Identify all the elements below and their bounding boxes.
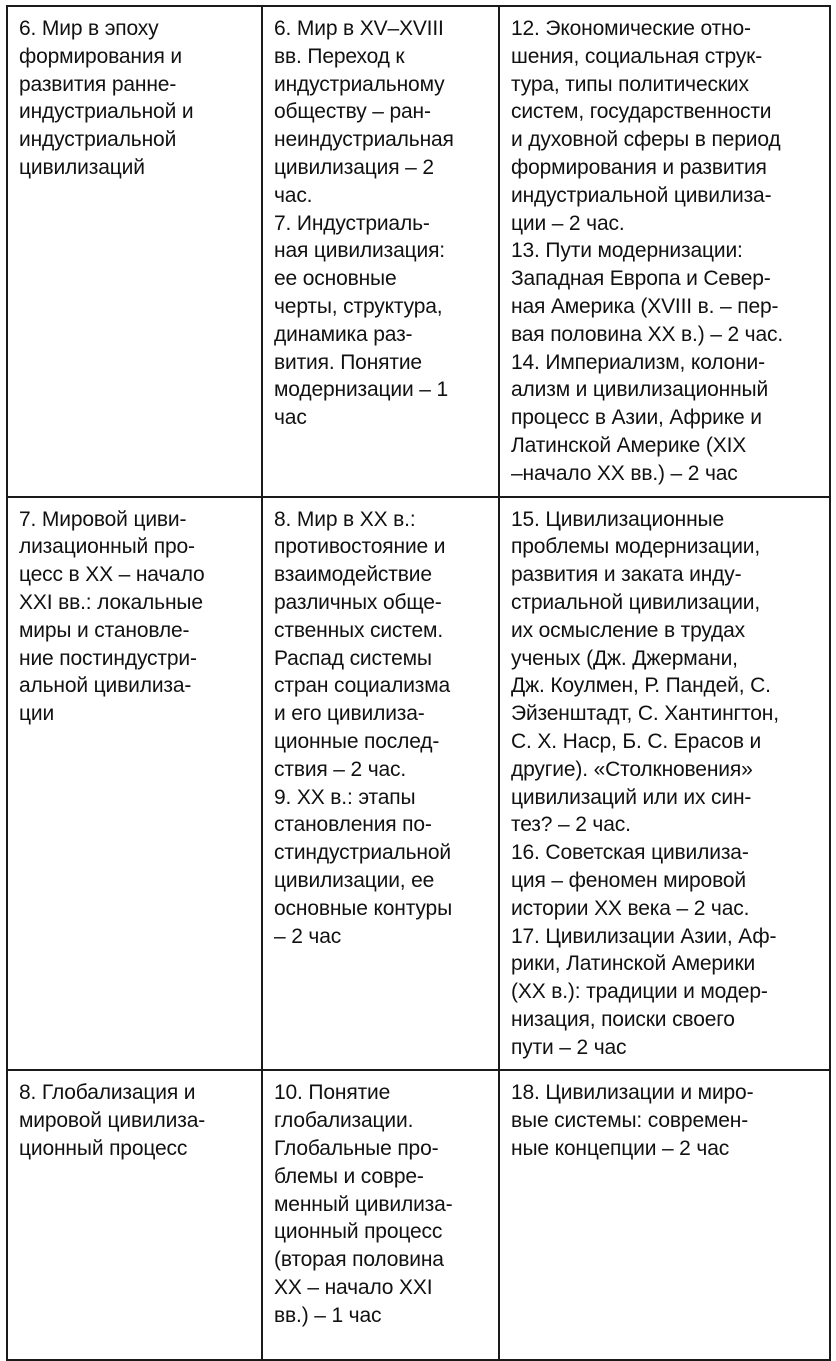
cell-text-line: цивилизаций (19, 155, 145, 179)
cell-text-line: миры и становле- (19, 618, 190, 642)
cell-text-line: формирования и развития (511, 155, 767, 179)
cell-text-line: и его цивилиза- (274, 702, 425, 726)
cell-text-line: –начало XX вв.) – 2 час (511, 461, 738, 485)
cell-text-line: низация, поиски своего (511, 1007, 735, 1031)
cell-text-line: пути – 2 час (511, 1035, 627, 1059)
cell-text-line: проблемы модернизации, (511, 535, 761, 559)
table-row (7, 497, 830, 1071)
cell-text-line: ее основные (274, 267, 397, 291)
cell-text-line: вые системы: современ- (511, 1109, 749, 1133)
cell-text-line: альной цивилиза- (19, 674, 192, 698)
table-row (7, 1070, 830, 1360)
cell-text-line: 8. Мир в XX в.: (274, 507, 416, 531)
cell-text-line: вая половина XX в.) – 2 час. (511, 322, 784, 346)
cell-text-line: ная цивилизация: (274, 239, 445, 263)
section-cell (7, 6, 262, 497)
cell-text-line: черты, структура, (274, 294, 443, 318)
cell-text-line: Распад системы (274, 646, 432, 670)
cell-text-line: цивилизации, ее (274, 868, 435, 892)
cell-text-line: стриальной цивилизации, (511, 590, 761, 614)
cell-text-line: 18. Цивилизации и миро- (511, 1081, 754, 1105)
cell-text-line: развития ранне- (19, 72, 177, 96)
cell-text-line: взаимодействие (274, 563, 432, 587)
cell-text-line: шения, социальная струк- (511, 44, 763, 68)
lecture-topics-cell (262, 1070, 499, 1360)
cell-text-line: тура, типы политических (511, 72, 749, 96)
cell-text-line: Глобальные про- (274, 1137, 439, 1161)
cell-text-line: Латинской Америке (XIX (511, 433, 747, 457)
cell-text-line: 7. Индустриаль- (274, 211, 430, 235)
cell-text-line: ционный процесс (274, 1220, 443, 1244)
cell-text-line: XX – начало XXI (274, 1276, 433, 1300)
cell-text-line: XXI вв.: локальные (19, 590, 203, 614)
cell-text-line: вв.) – 1 час (274, 1303, 382, 1327)
cell-text-line: 6. Мир в эпоху (19, 17, 159, 40)
section-cell (7, 1070, 262, 1360)
cell-text-line: 10. Понятие (274, 1081, 391, 1105)
cell-text-line: индустриальной и (19, 100, 194, 124)
cell-text-line: ции – 2 час. (511, 211, 625, 235)
cell-text-line: 13. Пути модернизации: (511, 239, 743, 263)
cell-text-line: 7. Мировой циви- (19, 507, 187, 531)
cell-text-line: ционный процесс (19, 1137, 188, 1161)
cell-text-line: индустриальной (19, 128, 177, 152)
cell-text-line: ственных систем. (274, 618, 444, 642)
section-cell (7, 497, 262, 1071)
cell-text-line: систем, государственности (511, 100, 772, 124)
cell-text-line: индустриальной цивилиза- (511, 183, 772, 207)
cell-text-line: стиндустриальной (274, 841, 451, 865)
cell-text-line: различных обще- (274, 590, 442, 614)
cell-text-line: (вторая половина (274, 1248, 444, 1272)
cell-text-line: вития. Понятие (274, 350, 422, 374)
seminar-topics-cell (499, 497, 830, 1071)
cell-text-line: 9. XX в.: этапы (274, 785, 416, 809)
cell-text-line: С. Х. Наср, Б. С. Ерасов и (511, 729, 762, 753)
cell-text-line: 17. Цивилизации Азии, Аф- (511, 924, 777, 948)
cell-text-line: ученых (Дж. Джермани, (511, 646, 738, 670)
cell-text-line: ная Америка (XVIII в. – пер- (511, 294, 779, 318)
cell-text-line: ние постиндустри- (19, 646, 197, 670)
cell-text-line: – 2 час (274, 924, 342, 948)
cell-text-line: цивилизаций или их син- (511, 785, 752, 809)
cell-text-line: формирования и (19, 44, 182, 68)
cell-text-line: ционные послед- (274, 729, 440, 753)
cell-text-line: ствия – 2 час. (274, 757, 407, 781)
cell-text-line: вв. Переход к (274, 44, 405, 68)
cell-text-line: Эйзенштадт, С. Хантингтон, (511, 702, 779, 726)
cell-text-line: модернизации – 1 (274, 378, 449, 402)
cell-text-line: Западная Европа и Север- (511, 267, 771, 291)
cell-text-line: ция – феномен мировой (511, 868, 746, 892)
cell-text-line: индустриальному (274, 72, 445, 96)
cell-text-line: их осмысление в трудах (511, 618, 746, 642)
cell-text-line: час. (274, 183, 313, 207)
lecture-topics-cell (262, 497, 499, 1071)
cell-text-line: (XX в.): традиции и модер- (511, 980, 768, 1004)
seminar-topics-cell (499, 1070, 830, 1360)
cell-text-line: мировой цивилиза- (19, 1109, 206, 1133)
cell-text-line: 8. Глобализация и (19, 1081, 196, 1105)
cell-text-line: 16. Советская цивилиза- (511, 841, 749, 865)
cell-text-line: ные концепции – 2 час (511, 1137, 730, 1161)
cell-text-line: основные контуры (274, 896, 453, 920)
cell-text-line: истории XX века – 2 час. (511, 896, 750, 920)
curriculum-table (6, 5, 831, 1361)
cell-text-line: обществу – ран- (274, 100, 431, 124)
cell-text-line: 12. Экономические отно- (511, 17, 751, 40)
cell-text-line: ализм и цивилизационный (511, 378, 769, 402)
cell-text-line: блемы и совре- (274, 1164, 424, 1188)
cell-text-line: другие). «Столкновения» (511, 757, 753, 781)
cell-text-line: рики, Латинской Америки (511, 952, 756, 976)
table-row (7, 6, 830, 497)
cell-text-line: ции (19, 702, 55, 726)
lecture-topics-cell (262, 6, 499, 497)
cell-text-line: 6. Мир в XV–XVIII (274, 17, 444, 40)
cell-text-line: час (274, 406, 307, 430)
cell-text-line: неиндустриальная (274, 128, 454, 152)
cell-text-line: Дж. Коулмен, Р. Пандей, С. (511, 674, 771, 698)
cell-text-line: динамика раз- (274, 322, 413, 346)
cell-text-line: и духовной сферы в период (511, 128, 781, 152)
cell-text-line: цесс в XX – начало (19, 563, 205, 587)
cell-text-line: процесс в Азии, Африке и (511, 406, 762, 430)
cell-text-line: глобализации. (274, 1109, 414, 1133)
seminar-topics-cell (499, 6, 830, 497)
cell-text-line: тез? – 2 час. (511, 813, 631, 837)
cell-text-line: лизационный про- (19, 535, 195, 559)
cell-text-line: развития и заката инду- (511, 563, 742, 587)
cell-text-line: менный цивилиза- (274, 1192, 453, 1216)
cell-text-line: цивилизация – 2 (274, 155, 434, 179)
cell-text-line: 15. Цивилизационные (511, 507, 725, 531)
cell-text-line: противостояние и (274, 535, 446, 559)
cell-text-line: становления по- (274, 813, 432, 837)
cell-text-line: 14. Империализм, колони- (511, 350, 765, 374)
cell-text-line: стран социализма (274, 674, 451, 698)
